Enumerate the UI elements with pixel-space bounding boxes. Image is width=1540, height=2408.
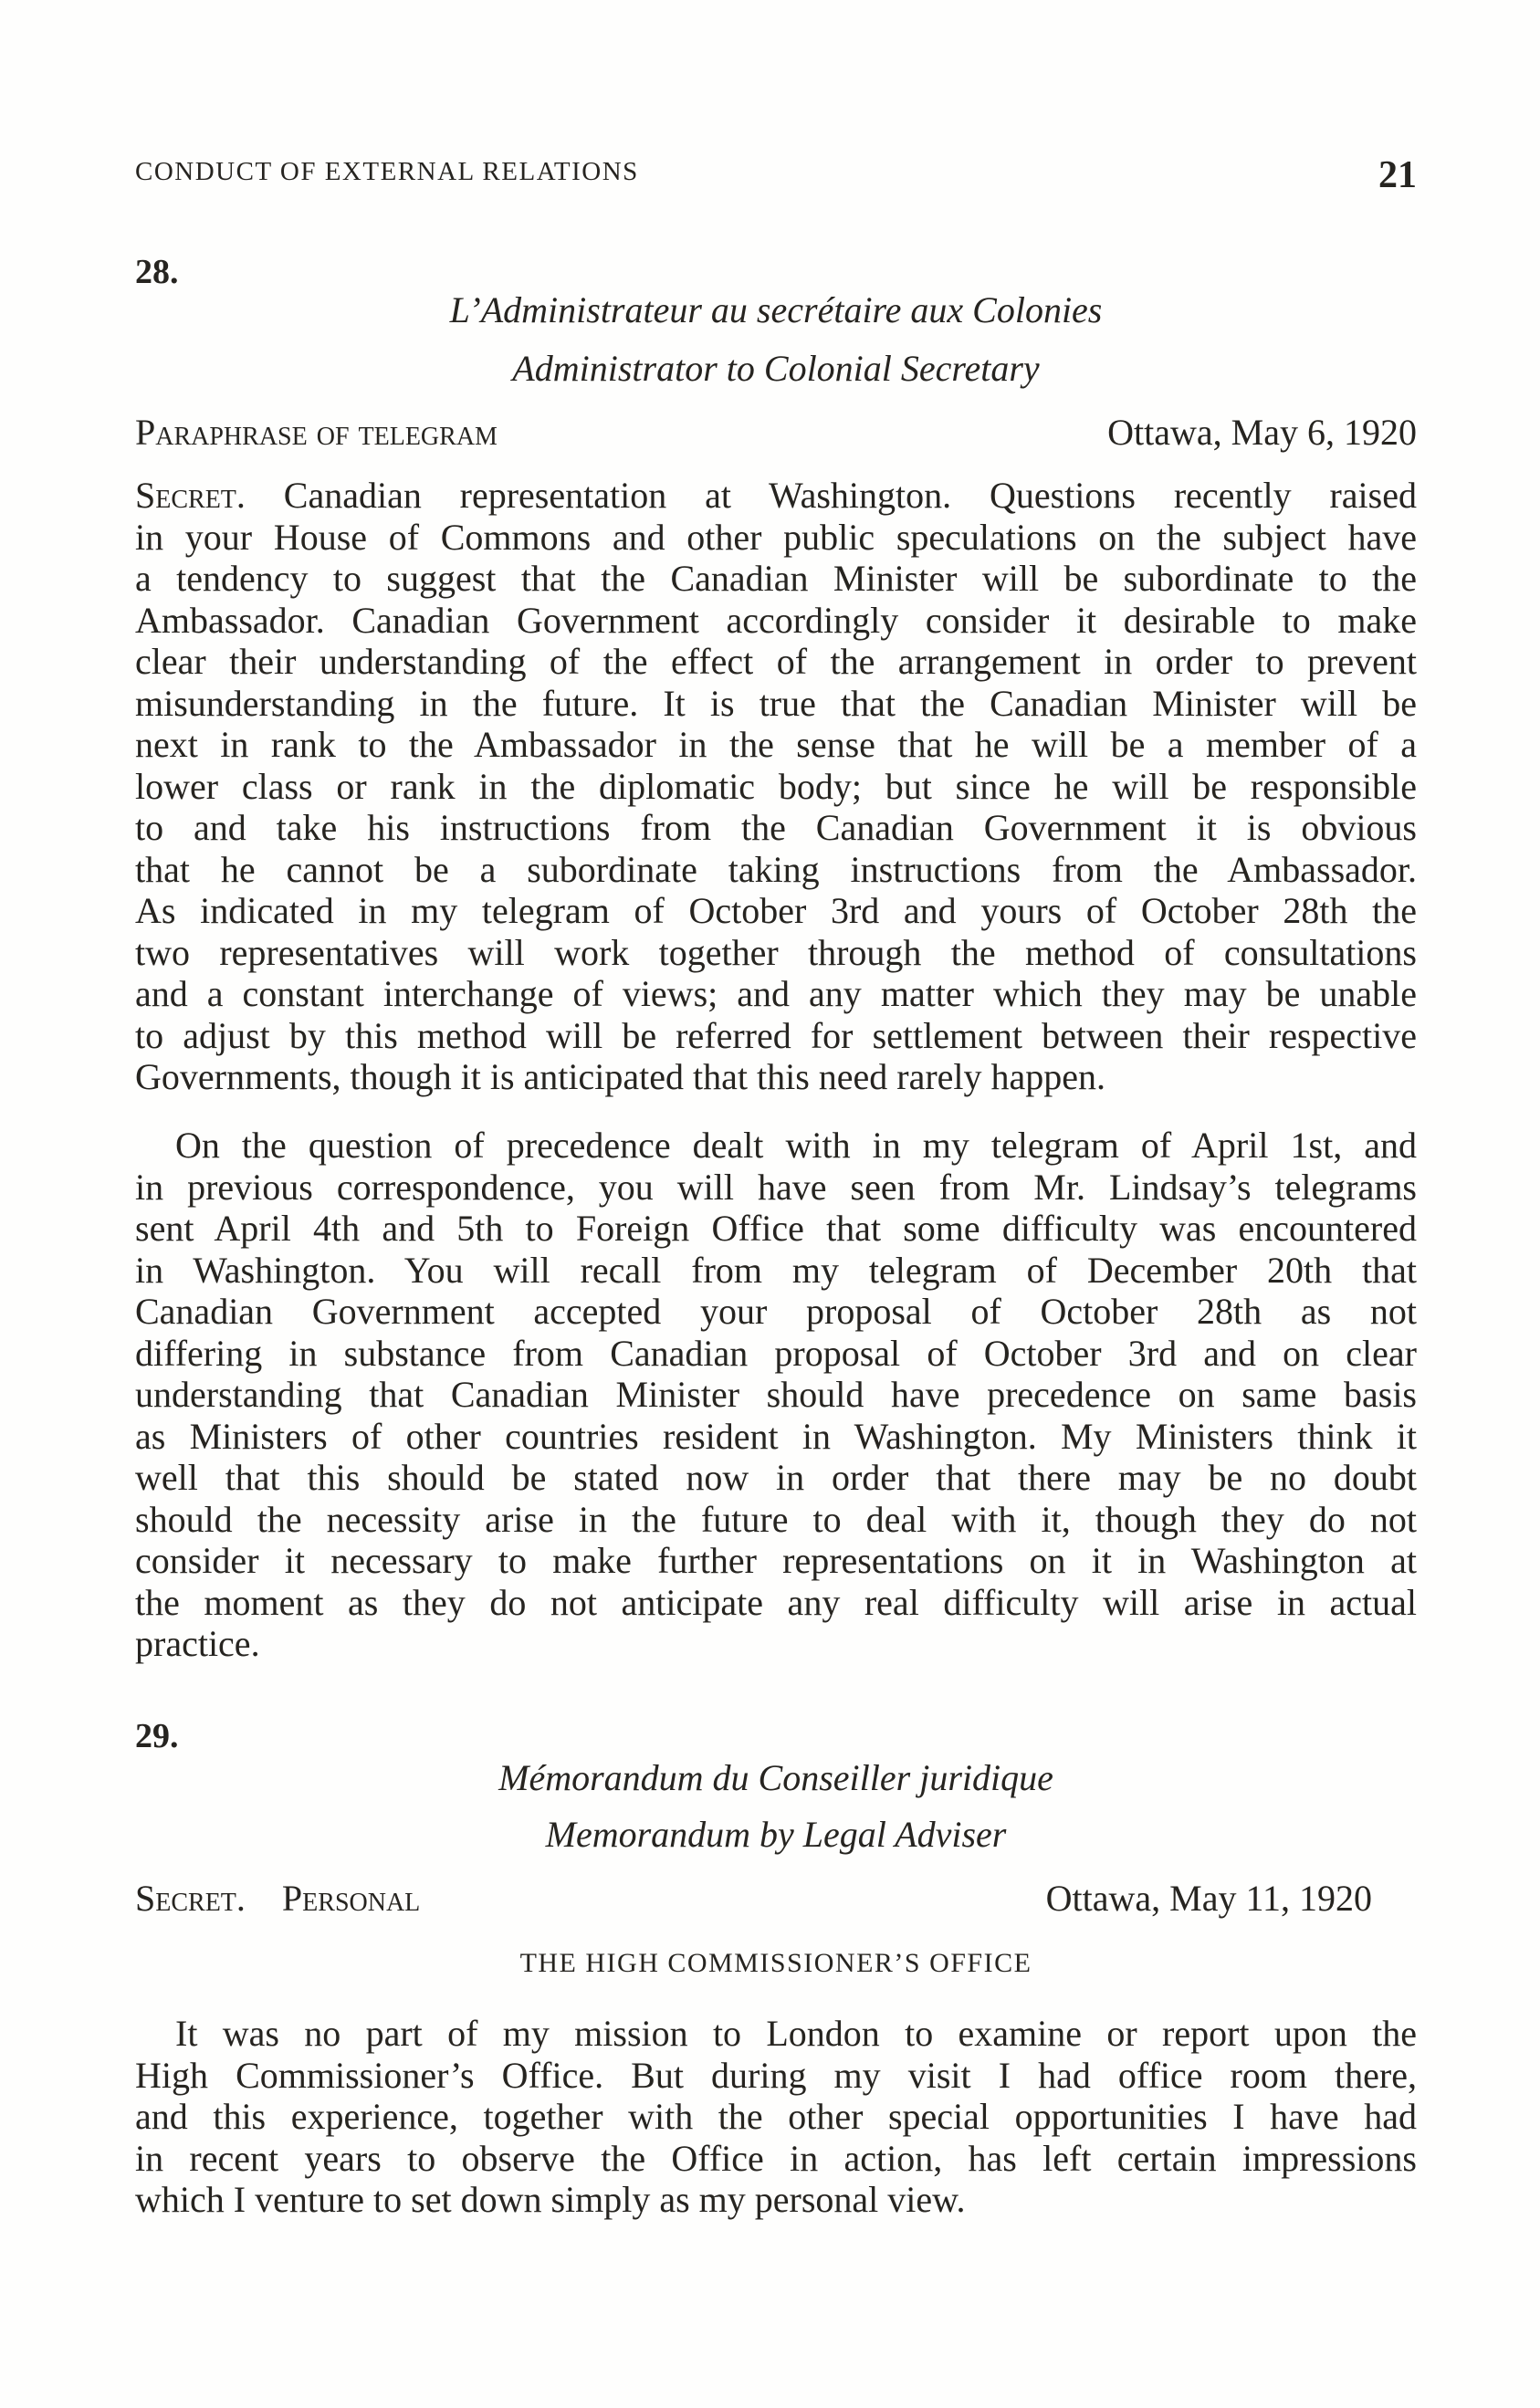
text-line — [135, 1167, 1417, 1209]
text-line-content: sent April 4th and 5th to Foreign Office that some difficulty was encountered — [135, 1208, 1417, 1249]
text-line-content: in previous correspondence, you will have seen from Mr. Lindsay’s telegrams — [135, 1166, 1417, 1208]
text-line-content: consider it necessary to make further representations on it in Washington at — [135, 1540, 1417, 1581]
text-line — [135, 2179, 1417, 2221]
text-line — [135, 2013, 1417, 2055]
doc29-dateline: Ottawa, May 11, 1920 — [1045, 1878, 1372, 1919]
doc28-meta — [135, 411, 1417, 454]
text-line — [135, 1015, 1417, 1057]
text-line-content: Governments, though it is anticipated that this need rarely happen. — [135, 1056, 1106, 1097]
text-line-content: that he cannot be a subordinate taking instructions from the Ambassador. — [135, 848, 1417, 890]
text-line — [135, 1582, 1417, 1624]
text-line — [135, 2096, 1417, 2138]
text-line — [135, 890, 1417, 932]
text-line-content: differing in substance from Canadian proposal of October 3rd and on clear — [135, 1332, 1417, 1374]
doc28-title-fr: L’Administrateur au secrétaire aux Colonies — [449, 289, 1103, 330]
text-line-content: well that this should be stated now in order that there may be no doubt — [135, 1457, 1417, 1498]
text-line-content: a tendency to suggest that the Canadian Minister will be subordinate to the — [135, 558, 1417, 599]
text-line-content: practice. — [135, 1623, 260, 1664]
text-line — [135, 973, 1417, 1015]
text-line — [135, 724, 1417, 766]
text-line — [135, 1457, 1417, 1499]
text-line-content: which I venture to set down simply as my personal view. — [135, 2179, 966, 2220]
text-line — [135, 1056, 1417, 1098]
page-number: 21 — [1378, 154, 1417, 196]
running-title: CONDUCT OF EXTERNAL RELATIONS — [135, 157, 639, 186]
text-line-content: the moment as they do not anticipate any real difficulty will arise in actual — [135, 1581, 1417, 1623]
text-line — [135, 1416, 1417, 1458]
doc29-classification-group — [135, 1877, 420, 1920]
text-line-content: High Commissioner’s Office. But during my visit I had office room there, — [135, 2054, 1417, 2096]
text-line-content: misunderstanding in the future. It is true that the Canadian Minister will be — [135, 682, 1417, 724]
text-line-content: It was no part of my mission to London to examine or report upon the — [175, 2013, 1417, 2054]
text-line — [135, 1250, 1417, 1292]
text-line — [135, 849, 1417, 891]
text-line — [135, 1208, 1417, 1250]
doc28-title-en: Administrator to Colonial Secretary — [512, 348, 1040, 389]
text-line — [135, 1291, 1417, 1333]
text-line-content: Canadian representation at Washington. Questions recently raised — [245, 475, 1417, 516]
doc29-title-en: Memorandum by Legal Adviser — [545, 1814, 1007, 1855]
document-number-28: 28. — [135, 253, 179, 291]
text-line-content: to adjust by this method will be referred for settlement between their respective — [135, 1014, 1417, 1056]
doc28-paragraph-1 — [135, 475, 1417, 1098]
text-line-content: and a constant interchange of views; and any matter which they may be unable — [135, 973, 1417, 1014]
text-line-content: clear their understanding of the effect of the arrangement in order to prevent — [135, 641, 1417, 682]
text-line-content: and this experience, together with the other special opportunities I have had — [135, 2096, 1417, 2137]
text-line — [135, 641, 1417, 683]
doc28-type: Paraphrase of telegram — [135, 412, 498, 453]
text-line-content: On the question of precedence dealt with in my telegram of April 1st, and — [175, 1125, 1417, 1166]
text-line-content: two representatives will work together through the method of consultations — [135, 931, 1417, 973]
text-line-content: to and take his instructions from the Canadian Government it is obvious — [135, 807, 1417, 848]
text-line — [135, 1499, 1417, 1541]
text-line-content: understanding that Canadian Minister should have precedence on same basis — [135, 1374, 1417, 1415]
text-line-content: Ambassador. Canadian Government accordingly consider it desirable to make — [135, 599, 1417, 641]
text-line — [135, 807, 1417, 849]
doc29-paragraph-1 — [135, 2013, 1417, 2221]
text-line-content: next in rank to the Ambassador in the sense that he will be a member of a — [135, 724, 1417, 765]
doc29-meta — [135, 1877, 1372, 1920]
text-line — [135, 517, 1417, 559]
text-line — [135, 932, 1417, 974]
text-line — [135, 475, 1417, 517]
text-line-content: Canadian Government accepted your proposal of October 28th as not — [135, 1291, 1417, 1332]
text-line — [135, 766, 1417, 808]
doc29-title-fr: Mémorandum du Conseiller juridique — [498, 1757, 1053, 1798]
document-number-29: 29. — [135, 1717, 179, 1755]
text-line — [135, 1540, 1417, 1582]
text-line — [135, 683, 1417, 725]
text-line — [135, 1374, 1417, 1416]
doc29-personal: Personal — [281, 1878, 421, 1919]
text-line-content: as Ministers of other countries resident in Washington. My Ministers think it — [135, 1415, 1417, 1457]
text-line — [135, 2055, 1417, 2097]
doc29-subject: THE HIGH COMMISSIONER’S OFFICE — [519, 1948, 1032, 1978]
doc29-classification: Secret. — [135, 1878, 246, 1919]
text-line-content: in your House of Commons and other public speculations on the subject have — [135, 516, 1417, 558]
secret-label: Secret. — [135, 475, 246, 516]
text-line-content: As indicated in my telegram of October 3rd and yours of October 28th the — [135, 890, 1417, 931]
doc28-paragraph-2 — [135, 1125, 1417, 1665]
text-line — [135, 558, 1417, 600]
text-line — [135, 600, 1417, 642]
text-line-content: in recent years to observe the Office in action, has left certain impressions — [135, 2137, 1417, 2179]
text-line — [135, 1333, 1417, 1375]
text-line-content: lower class or rank in the diplomatic body; but since he will be responsible — [135, 765, 1417, 807]
text-line-content: in Washington. You will recall from my telegram of December 20th that — [135, 1249, 1417, 1291]
text-line-content: should the necessity arise in the future to deal with it, though they do not — [135, 1498, 1417, 1540]
text-line — [135, 1125, 1417, 1167]
doc28-dateline: Ottawa, May 6, 1920 — [1107, 412, 1417, 453]
text-line — [135, 1623, 1417, 1665]
text-line — [135, 2138, 1417, 2180]
